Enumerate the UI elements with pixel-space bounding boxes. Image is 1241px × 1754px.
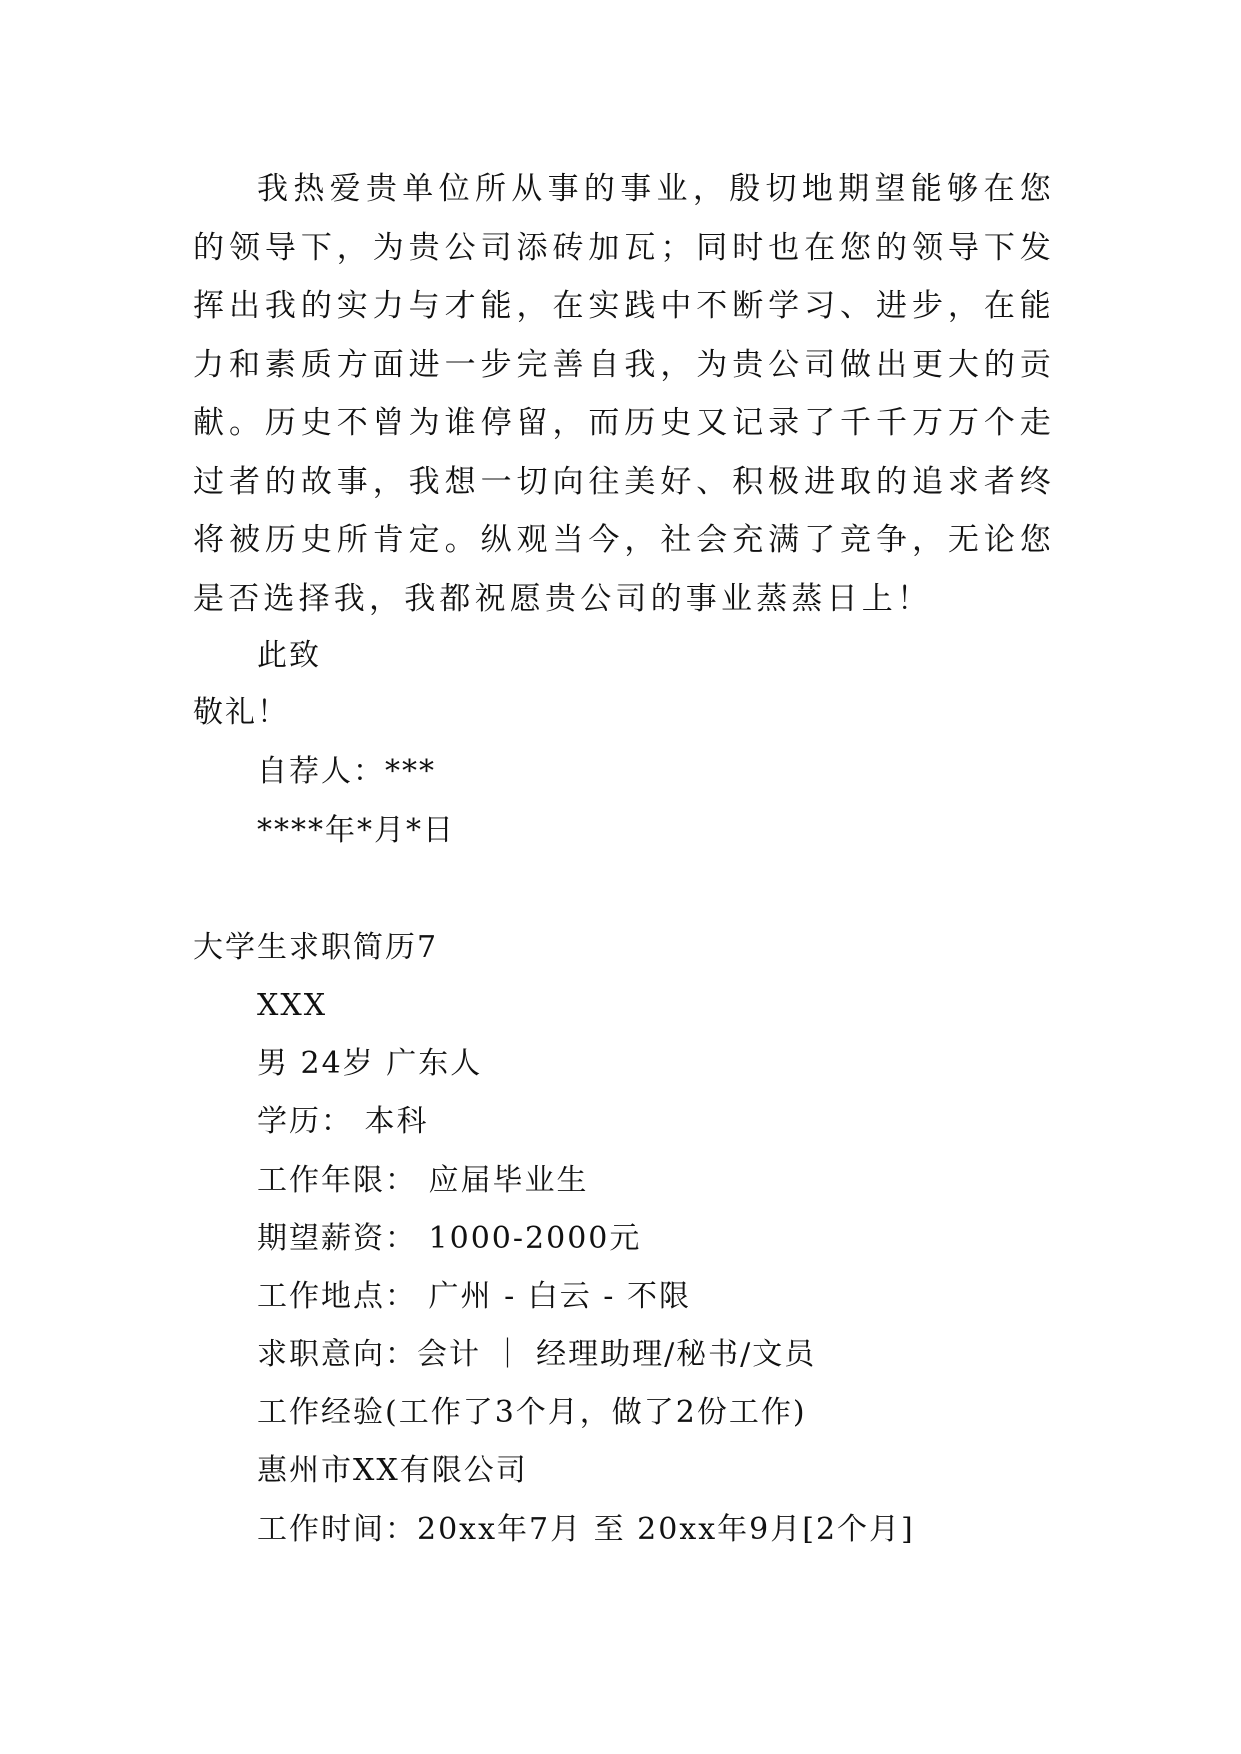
date-line: ****年*月*日 <box>257 813 455 848</box>
resume-location: 工作地点： 广州 - 白云 - 不限 <box>257 1279 691 1314</box>
resume-basic-info: 男 24岁 广东人 <box>257 1046 483 1081</box>
resume-company: 惠州市XX有限公司 <box>257 1453 528 1488</box>
resume-work-years: 工作年限： 应届毕业生 <box>257 1163 589 1198</box>
resume-education: 学历： 本科 <box>257 1104 429 1139</box>
closing-salutation: 此致 <box>257 638 321 673</box>
resume-intention: 求职意向：会计 ｜ 经理助理/秘书/文员 <box>257 1337 817 1372</box>
resume-title: 大学生求职简历7 <box>193 930 439 965</box>
signer-line: 自荐人：*** <box>257 754 436 789</box>
resume-salary: 期望薪资： 1000-2000元 <box>257 1221 642 1256</box>
resume-experience: 工作经验(工作了3个月，做了2份工作) <box>257 1395 807 1430</box>
closing-regards: 敬礼！ <box>193 695 289 730</box>
letter-paragraph: 我热爱贵单位所从事的事业，殷切地期望能够在您的领导下，为贵公司添砖加瓦；同时也在您的领导下发挥出我的实力与才能，在实践中不断学习、进步，在能力和素质方面进一步完善自我，为贵公司做出更大的贡献。历史不曾为谁停留，而历史又记录了千千万万个走过者的故事，我想一切向往美好、积极进取的追求者终将被历史所肯定。纵观当今，社会充满了竞争，无论您是否选择我，我都祝愿贵公司的事业蒸蒸日上！ <box>193 171 1055 617</box>
resume-name: XXX <box>257 988 328 1023</box>
resume-work-time: 工作时间：20xx年7月 至 20xx年9月[2个月] <box>257 1512 915 1547</box>
